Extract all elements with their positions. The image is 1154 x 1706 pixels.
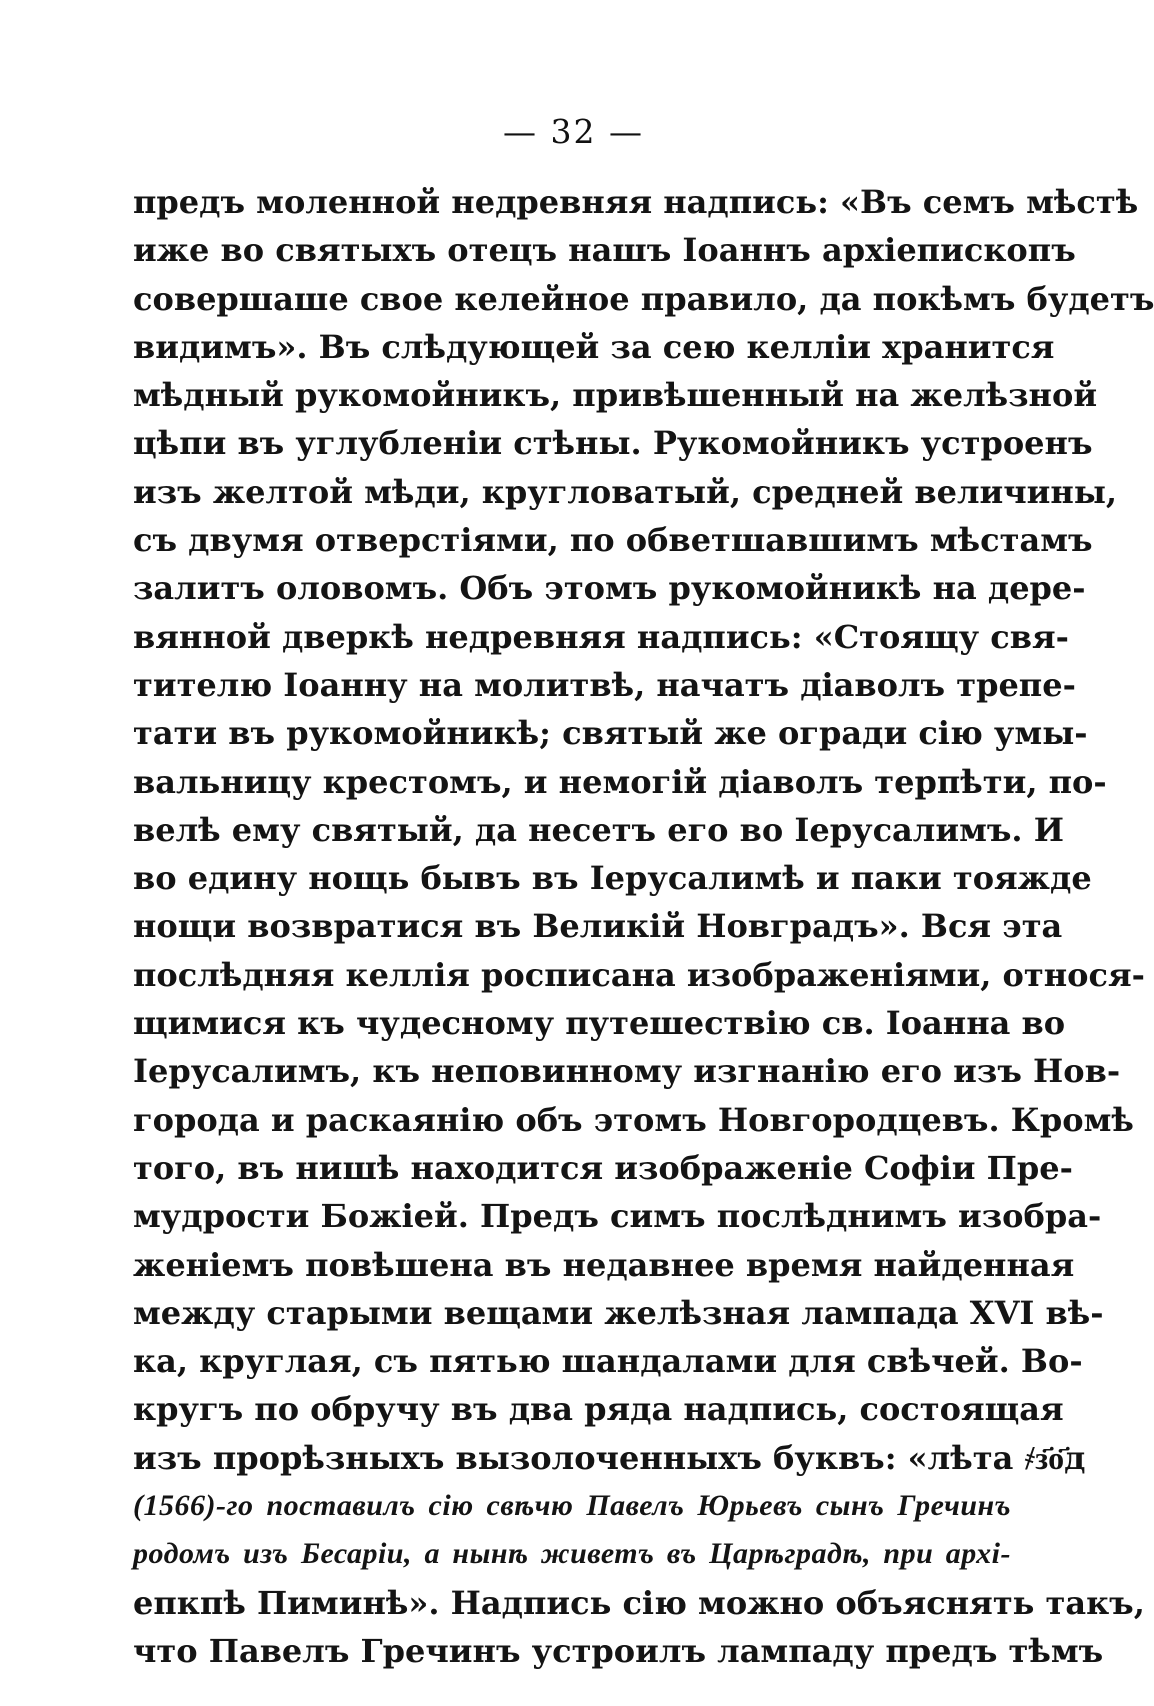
- text-line: тати въ рукомойникѣ; святый же огради сію умы-: [133, 714, 1088, 753]
- text-line: города и раскаянію объ этомъ Новгородцевъ. Кромѣ: [133, 1100, 1134, 1139]
- text-line: совершаше свое келейное правило, да покѣмъ будетъ: [133, 279, 1154, 318]
- text-line: видимъ». Въ слѣдующей за сею келліи хранится: [133, 327, 1055, 366]
- text-line: Іерусалимъ, къ неповинному изгнанію его изъ Нов-: [133, 1052, 1121, 1091]
- text-line: иже во святыхъ отецъ нашъ Іоаннъ архіепископъ: [133, 231, 1076, 270]
- text-line: цѣпи въ углубленіи стѣны. Рукомойникъ устроенъ: [133, 424, 1093, 463]
- text-line: щимися къ чудесному путешествію св. Іоанна во: [133, 1004, 1066, 1043]
- text-line: того, въ нишѣ находится изображеніе Софіи Пре-: [133, 1148, 1073, 1187]
- text-line: предъ моленной недревняя надпись: «Въ семъ мѣстѣ: [133, 183, 1139, 221]
- text-line: послѣдняя келлія росписана изображеніями, относя-: [133, 955, 1145, 994]
- text-line: вянной дверкѣ недревняя надпись: «Стоящу свя-: [133, 617, 1069, 656]
- text-line: ка, круглая, съ пятью шандалами для свѣчей. Во-: [133, 1342, 1083, 1381]
- text-line: велѣ ему святый, да несетъ его во Іерусалимъ. И: [133, 810, 1064, 849]
- page-number: — 32 —: [503, 112, 644, 151]
- text-line: епкпѣ Пиминѣ». Надпись сію можно объяснять такъ,: [133, 1583, 1145, 1622]
- text-line: съ двумя отверстіями, по обветшавшимъ мѣстамъ: [133, 521, 1093, 560]
- text-line: тителю Іоанну на молитвѣ, начатъ діаволъ трепе-: [133, 665, 1076, 704]
- text-line: нощи возвратися въ Великій Новградъ». Вся эта: [133, 907, 1063, 946]
- text-line: что Павелъ Гречинъ устроилъ лампаду предъ тѣмъ: [133, 1631, 1104, 1670]
- text-line: между старыми вещами желѣзная лампада XVI вѣ-: [133, 1293, 1104, 1332]
- inscription-line: родомъ изъ Бесаріи, а нынѣ живетъ въ Царѣградѣ, при архі-: [133, 1537, 1011, 1571]
- text-line: женіемъ повѣшена въ недавнее время найденная: [133, 1245, 1075, 1284]
- text-line: во едину нощь бывъ въ Іерусалимѣ и паки тояжде: [133, 859, 1092, 898]
- text-line: кругъ по обручу въ два ряда надпись, состоящая: [133, 1390, 1064, 1429]
- inscription-line: (1566)-го поставилъ сію свѣчю Павелъ Юрьевъ сынъ Гречинъ: [133, 1489, 1011, 1523]
- text-line: изъ прорѣзныхъ вызолоченныхъ буквъ: «лѣта ҂з҃о҃д: [133, 1438, 1086, 1477]
- text-line: мѣдный рукомойникъ, привѣшенный на желѣзной: [133, 376, 1098, 415]
- text-line: вальницу крестомъ, и немогій діаволъ терпѣти, по-: [133, 762, 1107, 801]
- text-line: залитъ оловомъ. Объ этомъ рукомойникѣ на дере-: [133, 569, 1086, 608]
- text-line: изъ желтой мѣди, кругловатый, средней величины,: [133, 472, 1118, 511]
- body-text: [133, 178, 1154, 1675]
- text-line: мудрости Божіей. Предъ симъ послѣднимъ изобра-: [133, 1197, 1102, 1236]
